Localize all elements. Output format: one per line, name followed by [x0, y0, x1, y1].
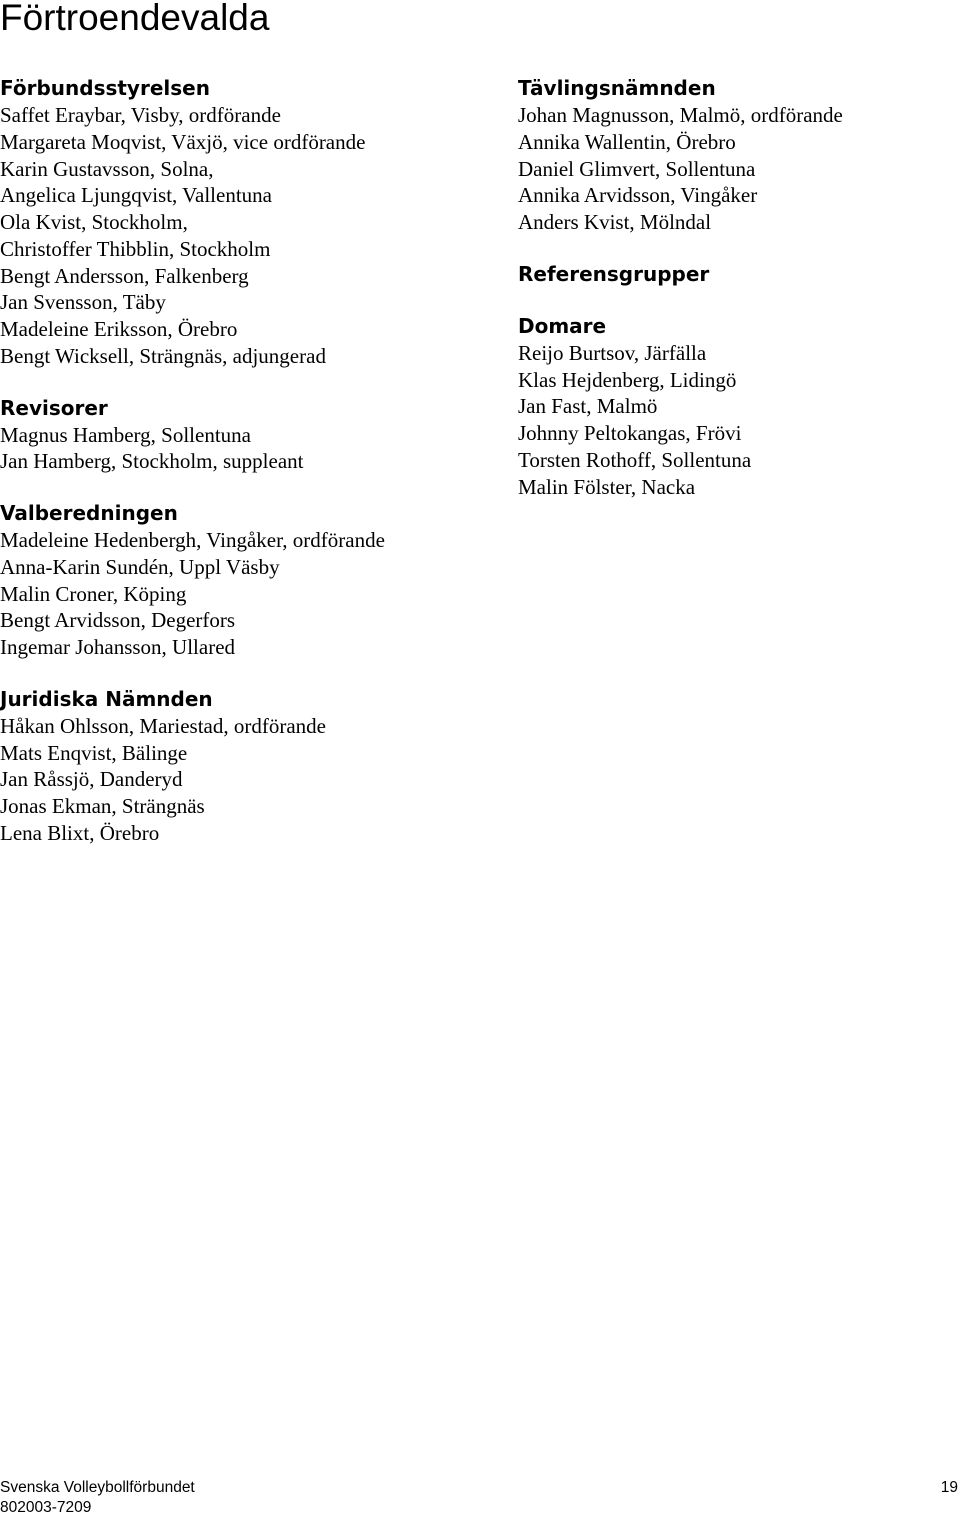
section-heading: Förbundsstyrelsen — [0, 76, 210, 100]
member-list — [0, 527, 500, 661]
member-item: Bengt Arvidsson, Degerfors — [0, 608, 236, 633]
section-heading: Revisorer — [0, 395, 108, 420]
section-forbundsstyrelsen — [0, 74, 500, 370]
member-list — [518, 340, 958, 501]
member-item: Bengt Wicksell, Strängnäs, adjungerad — [0, 343, 326, 368]
member-item: Annika Wallentin, Örebro — [518, 129, 736, 154]
member-item: Margareta Moqvist, Växjö, vice ordförande — [0, 129, 366, 154]
member-item: Bengt Andersson, Falkenberg — [0, 263, 249, 288]
member-item: Karin Gustavsson, Solna, — [0, 156, 214, 181]
member-item: Jan Fast, Malmö — [518, 394, 658, 419]
member-item: Jan Hamberg, Stockholm, suppleant — [0, 449, 304, 474]
member-item: Madeleine Hedenbergh, Vingåker, ordförande — [0, 528, 385, 552]
member-item: Magnus Hamberg, Sollentuna — [0, 422, 251, 447]
member-item: Mats Enqvist, Bälinge — [0, 740, 188, 765]
member-item: Ingemar Johansson, Ullared — [0, 635, 236, 659]
section-heading: Domare — [518, 313, 607, 338]
member-list — [518, 102, 958, 236]
right-column — [518, 74, 958, 500]
member-item: Madeleine Eriksson, Örebro — [0, 317, 238, 341]
member-item: Christoffer Thibblin, Stockholm — [0, 236, 271, 261]
member-item: Saffet Eraybar, Visby, ordförande — [0, 103, 281, 127]
member-item: Lena Blixt, Örebro — [0, 820, 160, 845]
member-item: Malin Fölster, Nacka — [518, 474, 696, 499]
section-heading: Tävlingsnämnden — [518, 76, 716, 100]
member-item: Ola Kvist, Stockholm, — [0, 210, 188, 234]
member-list — [0, 713, 500, 847]
section-juridiska-namnden — [0, 685, 500, 847]
member-item: Jan Råssjö, Danderyd — [0, 767, 183, 792]
member-item: Malin Croner, Köping — [0, 581, 187, 606]
member-item: Daniel Glimvert, Sollentuna — [518, 156, 756, 181]
member-item: Håkan Ohlsson, Mariestad, ordförande — [0, 713, 326, 738]
member-item: Klas Hejdenberg, Lidingö — [518, 367, 737, 392]
section-valberedningen — [0, 499, 500, 661]
section-revisorer — [0, 394, 500, 476]
member-item: Torsten Rothoff, Sollentuna — [518, 447, 752, 472]
member-item: Anders Kvist, Mölndal — [518, 210, 712, 234]
member-list — [0, 102, 500, 370]
section-heading: Juridiska Nämnden — [0, 686, 213, 711]
footer-org-number: 802003-7209 — [0, 1499, 92, 1516]
section-referensgrupper — [518, 260, 958, 288]
member-item: Anna-Karin Sundén, Uppl Väsby — [0, 554, 280, 579]
member-item: Annika Arvidsson, Vingåker — [518, 183, 758, 208]
member-item: Angelica Ljungqvist, Vallentuna — [0, 183, 272, 208]
left-column — [0, 74, 500, 847]
member-item: Johan Magnusson, Malmö, ordförande — [518, 103, 843, 127]
footer-left — [0, 1478, 195, 1518]
page-number: 19 — [940, 1479, 958, 1496]
section-domare — [518, 312, 958, 501]
page-title: Förtroendevalda — [0, 0, 270, 38]
footer-organization: Svenska Volleybollförbundet — [0, 1479, 195, 1496]
member-item: Reijo Burtsov, Järfälla — [518, 340, 707, 365]
section-tavlingsnamnden — [518, 74, 958, 236]
section-heading: Valberedningen — [0, 501, 178, 525]
member-list — [0, 422, 500, 476]
member-item: Jan Svensson, Täby — [0, 290, 166, 315]
member-item: Jonas Ekman, Strängnäs — [0, 794, 205, 818]
member-item: Johnny Peltokangas, Frövi — [518, 421, 742, 445]
section-heading: Referensgrupper — [518, 261, 710, 286]
